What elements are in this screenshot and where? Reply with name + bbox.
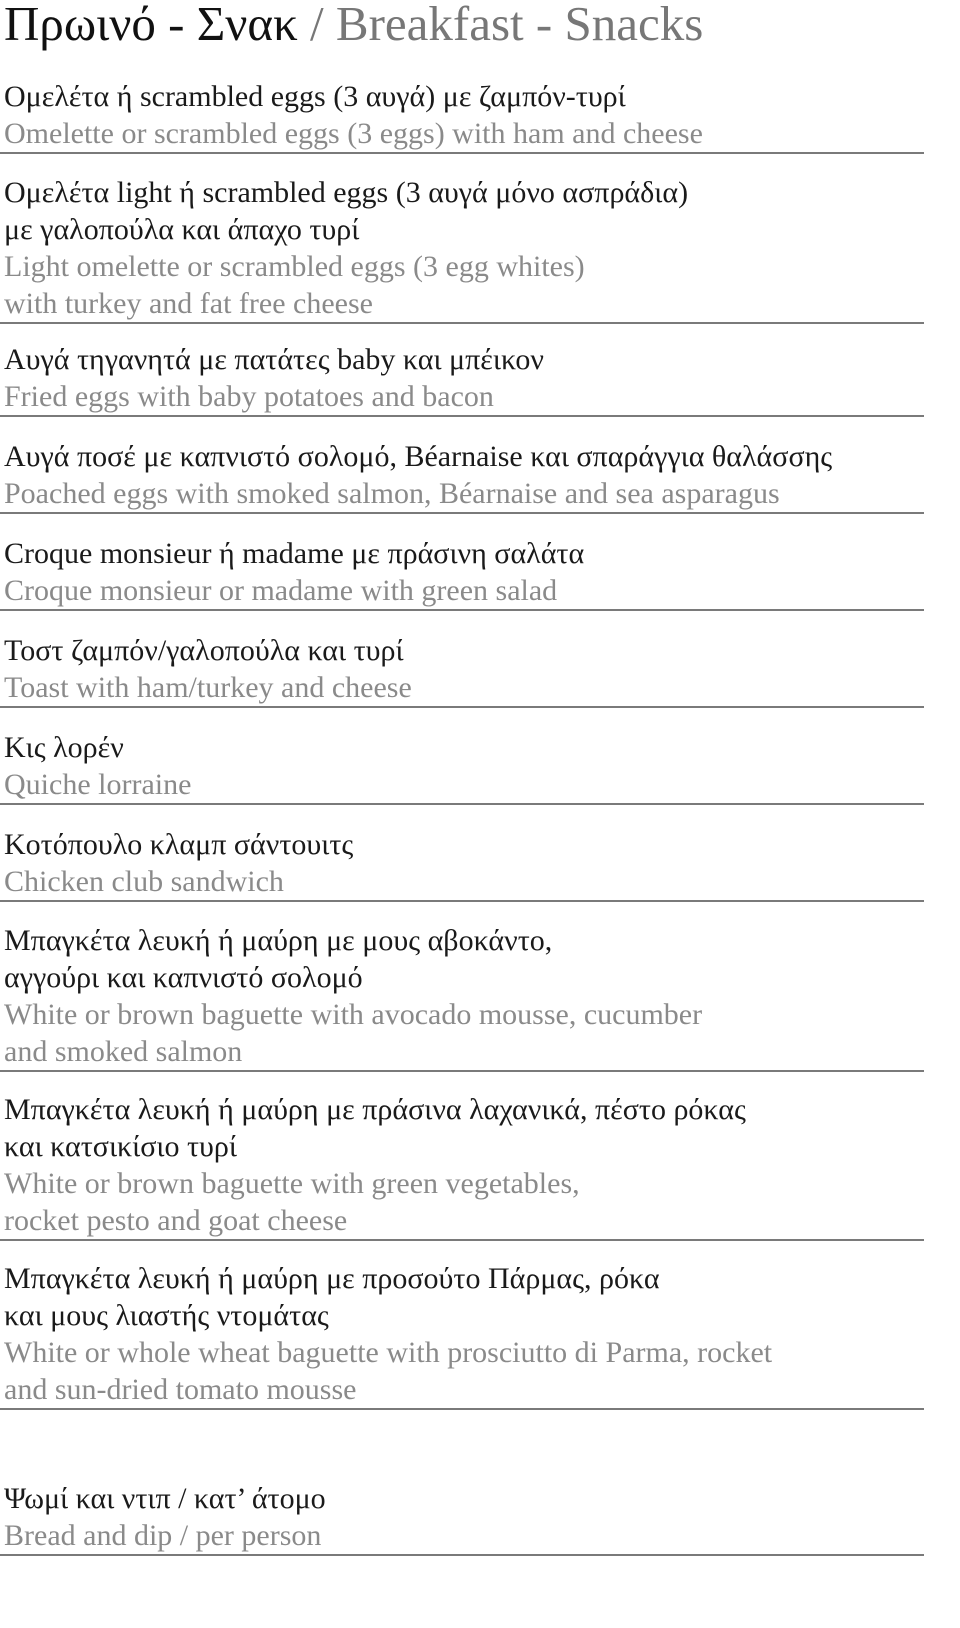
item-english-line: rocket pesto and goat cheese (4, 1204, 348, 1237)
item-greek-line: Κις λορέν (4, 731, 124, 764)
menu-item (0, 78, 924, 154)
item-greek-line: Croque monsieur ή madame με πράσινη σαλάτα (4, 537, 585, 570)
item-english-line: Quiche lorraine (4, 768, 192, 801)
item-greek-line: Μπαγκέτα λευκή ή μαύρη με μους αβοκάντο, (4, 924, 553, 957)
menu-item (0, 1480, 924, 1556)
item-greek-line: Ψωμί και ντιπ / κατ’ άτομο (4, 1482, 326, 1515)
item-greek-line: Κοτόπουλο κλαμπ σάντουιτς (4, 828, 354, 861)
item-english-line: Omelette or scrambled eggs (3 eggs) with ham and cheese (4, 117, 703, 150)
item-english-line: Bread and dip / per person (4, 1519, 322, 1552)
item-english-line: Light omelette or scrambled eggs (3 egg whites) (4, 250, 585, 283)
item-greek-line: Αυγά τηγανητά με πατάτες baby και μπέικον (4, 343, 544, 376)
item-english-line: and smoked salmon (4, 1035, 243, 1068)
item-greek-line: Αυγά ποσέ με καπνιστό σολομό, Béarnaise και σπαράγγια θαλάσσης (4, 440, 833, 473)
item-greek-line: Ομελέτα ή scrambled eggs (3 αυγά) με ζαμπόν-τυρί (4, 80, 626, 113)
item-greek-line: Ομελέτα light ή scrambled eggs (3 αυγά μόνο ασπράδια) (4, 176, 689, 209)
menu-item (0, 535, 924, 611)
item-english-line: and sun-dried tomato mousse (4, 1373, 357, 1406)
menu-item (0, 1260, 924, 1410)
item-english-line: Toast with ham/turkey and cheese (4, 671, 412, 704)
item-english-line: Chicken club sandwich (4, 865, 284, 898)
item-english-line: White or brown baguette with avocado mousse, cucumber (4, 998, 703, 1031)
menu-item (0, 729, 924, 805)
item-greek-line: Μπαγκέτα λευκή ή μαύρη με πράσινα λαχανικά, πέστο ρόκας (4, 1093, 746, 1126)
item-english-line: Poached eggs with smoked salmon, Béarnaise and sea asparagus (4, 477, 780, 510)
item-greek-line: Τοστ ζαμπόν/γαλοπούλα και τυρί (4, 634, 404, 667)
item-greek-line: αγγούρι και καπνιστό σολομό (4, 961, 363, 994)
item-english-line: Fried eggs with baby potatoes and bacon (4, 380, 494, 413)
menu-item (0, 438, 924, 514)
item-greek-line: με γαλοπούλα και άπαχο τυρί (4, 213, 360, 246)
item-english-line: White or whole wheat baguette with prosciutto di Parma, rocket (4, 1336, 773, 1369)
item-greek-line: Μπαγκέτα λευκή ή μαύρη με προσούτο Πάρμας, ρόκα (4, 1262, 660, 1295)
title-english: Breakfast - Snacks (335, 0, 704, 51)
item-english-line: White or brown baguette with green vegetables, (4, 1167, 580, 1200)
item-english-line: with turkey and fat free cheese (4, 287, 373, 320)
title-greek: Πρωινό - Σνακ (4, 0, 298, 51)
item-greek-line: και κατσικίσιο τυρί (4, 1130, 237, 1163)
item-greek-line: και μους λιαστής ντομάτας (4, 1299, 329, 1332)
menu-item (0, 922, 924, 1072)
title-separator: / (310, 0, 324, 51)
menu-item (0, 632, 924, 708)
page-title (4, 0, 703, 54)
menu-item (0, 341, 924, 417)
menu-item (0, 1091, 924, 1241)
menu-item (0, 174, 924, 324)
menu-item (0, 826, 924, 902)
item-english-line: Croque monsieur or madame with green salad (4, 574, 558, 607)
